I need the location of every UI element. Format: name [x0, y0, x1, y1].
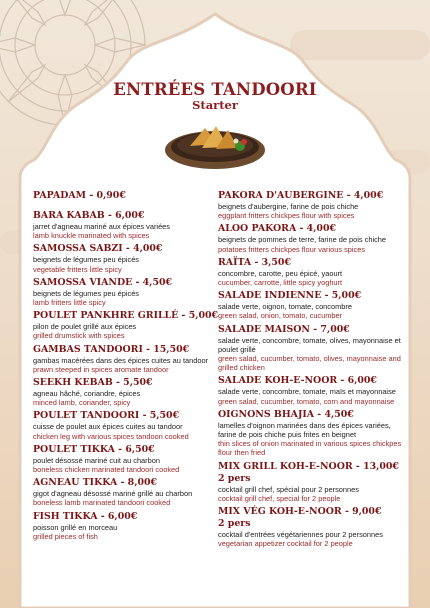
item-description: poisson grillé en morceau [33, 522, 118, 532]
item-name: OIGNONS BHAJIA - 4,50€ [218, 408, 354, 420]
item-description: concombre, carotte, peu épicé, yaourt [218, 268, 343, 278]
item-description: agneau hâché, coriandre, épices [33, 389, 141, 399]
menu-item [33, 277, 223, 307]
item-description: lamelles d'oignon marinées dans des épices variées, farine de pois chiche puis frites en beignet [218, 420, 391, 440]
menu-item [33, 410, 223, 440]
menu-item [218, 461, 408, 503]
menu-item [33, 210, 223, 240]
menu-item [33, 243, 223, 273]
item-translation: potatoes fritters chickpes flour various spices [218, 244, 366, 254]
menu-item [33, 477, 223, 507]
item-translation: minced lamb, coriander, spicy [33, 398, 131, 408]
item-description: beignets de légumes peu épicés [33, 288, 140, 298]
item-description: cocktail d'entrées végétariennes pour 2 personnes [218, 530, 383, 540]
plated-dish-photo-icon [160, 114, 270, 174]
item-description: beignets de légumes peu épicés [33, 255, 140, 265]
item-translation: boneless chicken marinated tandoori cooked [33, 465, 180, 475]
item-description: cuisse de poulet aux épices cuites au tandoor [33, 422, 183, 432]
item-translation: boneless lamb marinated tandoori cooked [33, 498, 171, 508]
page-subtitle: Starter [192, 98, 238, 112]
menu-item [33, 511, 223, 541]
item-translation: vegetable fritters little spicy [33, 264, 122, 274]
item-name: GAMBAS TANDOORI - 15,50€ [33, 343, 190, 355]
item-name: PAKORA D'AUBERGINE - 4,00€ [218, 190, 384, 201]
item-translation: lamb knuckle marinated with spices [33, 231, 150, 241]
menu-item [218, 190, 408, 220]
item-name: MIX GRILL KOH-E-NOOR - 13,00€ [218, 460, 399, 472]
menu-column-right [218, 190, 408, 551]
item-description: pilon de poulet grillé aux épices [33, 322, 137, 332]
item-name: SALADE INDIENNE - 5,00€ [218, 290, 362, 302]
menu-item [33, 310, 223, 340]
item-description: salade verte, concombre, tomate, olives, mayonnaise et poulet grillé [218, 335, 401, 354]
menu-item [218, 290, 408, 320]
item-translation: grilled pieces of fish [33, 531, 98, 541]
item-translation: cucumber, carrotte, little spicy yoghurt [218, 278, 343, 288]
item-description: gambas macérées dans des épices cuites au tandoor [33, 355, 209, 365]
item-name: POULET TIKKA - 6,50€ [33, 443, 155, 455]
item-translation: green salad, onion, tomato, cucumber [218, 311, 343, 321]
item-name: POULET TANDOORI - 5,50€ [33, 410, 180, 422]
item-name: RAÏTA - 3,50€ [218, 256, 291, 268]
item-name: POULET PANKHRE GRILLÉ - 5,00€ [33, 310, 219, 322]
item-name: MIX VÉG KOH-E-NOOR - 9,00€ [218, 506, 382, 518]
item-name: SALADE MAISON - 7,00€ [218, 323, 350, 335]
item-portion: 2 pers [218, 472, 251, 484]
menu-item [33, 444, 223, 474]
item-name: AGNEAU TIKKA - 8,00€ [33, 477, 158, 489]
menu-item [218, 375, 408, 405]
item-name: SAMOSSA VIANDE - 4,50€ [33, 276, 173, 288]
item-translation: thin slices of onion marinated in various spices chickpes flour then fried [218, 439, 402, 458]
item-translation: chicken leg with various spices tandoori cooked [33, 431, 189, 441]
item-translation: green salad, cucumber, tomato, corn and mayonnaise [218, 396, 395, 406]
item-description: poulet désossé mariné cuit au charbon [33, 455, 160, 465]
item-translation: vegetarian appetizer cocktail for 2 people [218, 539, 353, 549]
menu-item [218, 257, 408, 287]
menu-item [33, 190, 223, 202]
menu-item [218, 324, 408, 373]
item-translation: prawn steeped in spices aromate tandoor [33, 364, 169, 374]
item-description: cocktail grill chef, spécial pour 2 personnes [218, 484, 359, 494]
item-description: salade verte, concombre, tomate, maïs et mayonnaise [218, 387, 396, 397]
page-title: ENTRÉES TANDOORI [113, 80, 317, 99]
item-description: jarret d'agneau mariné aux épices variées [33, 222, 170, 231]
item-description: salade verte, oignon, tomate, concombre [218, 302, 352, 312]
item-translation: cocktail grill chef, special for 2 people [218, 493, 341, 503]
menu-item [218, 506, 408, 548]
item-name: PAPADAM - 0,90€ [33, 190, 126, 201]
menu-item [33, 344, 223, 374]
item-description: gigot d'agneau désossé mariné grillé au charbon [33, 489, 193, 499]
menu-item [33, 377, 223, 407]
menu-item [218, 409, 408, 458]
item-name: SALADE KOH-E-NOOR - 6,00€ [218, 375, 377, 387]
item-name: BARA KABAB - 6,00€ [33, 210, 145, 221]
item-translation: green salad, cucumber, tomato, olives, mayonnaise and grilled chicken [218, 354, 401, 373]
item-name: SEEKH KEBAB - 5,50€ [33, 377, 153, 389]
item-description: beignets d'aubergine, farine de pois chiche [218, 202, 359, 211]
menu-column-left [33, 190, 223, 544]
item-name: ALOO PAKORA - 4,00€ [218, 223, 337, 235]
item-description: beignets de pommes de terre, farine de pois chiche [218, 235, 387, 245]
item-name: FISH TIKKA - 6,00€ [33, 510, 138, 522]
item-name: SAMOSSA SABZI - 4,00€ [33, 243, 163, 255]
item-translation: grilled drumstick with spices [33, 331, 125, 341]
menu-item [218, 223, 408, 253]
item-portion: 2 pers [218, 518, 251, 530]
item-translation: eggplant fritters chickpes flour with spices [218, 211, 355, 221]
item-translation: lamb fritters little spicy [33, 298, 106, 308]
